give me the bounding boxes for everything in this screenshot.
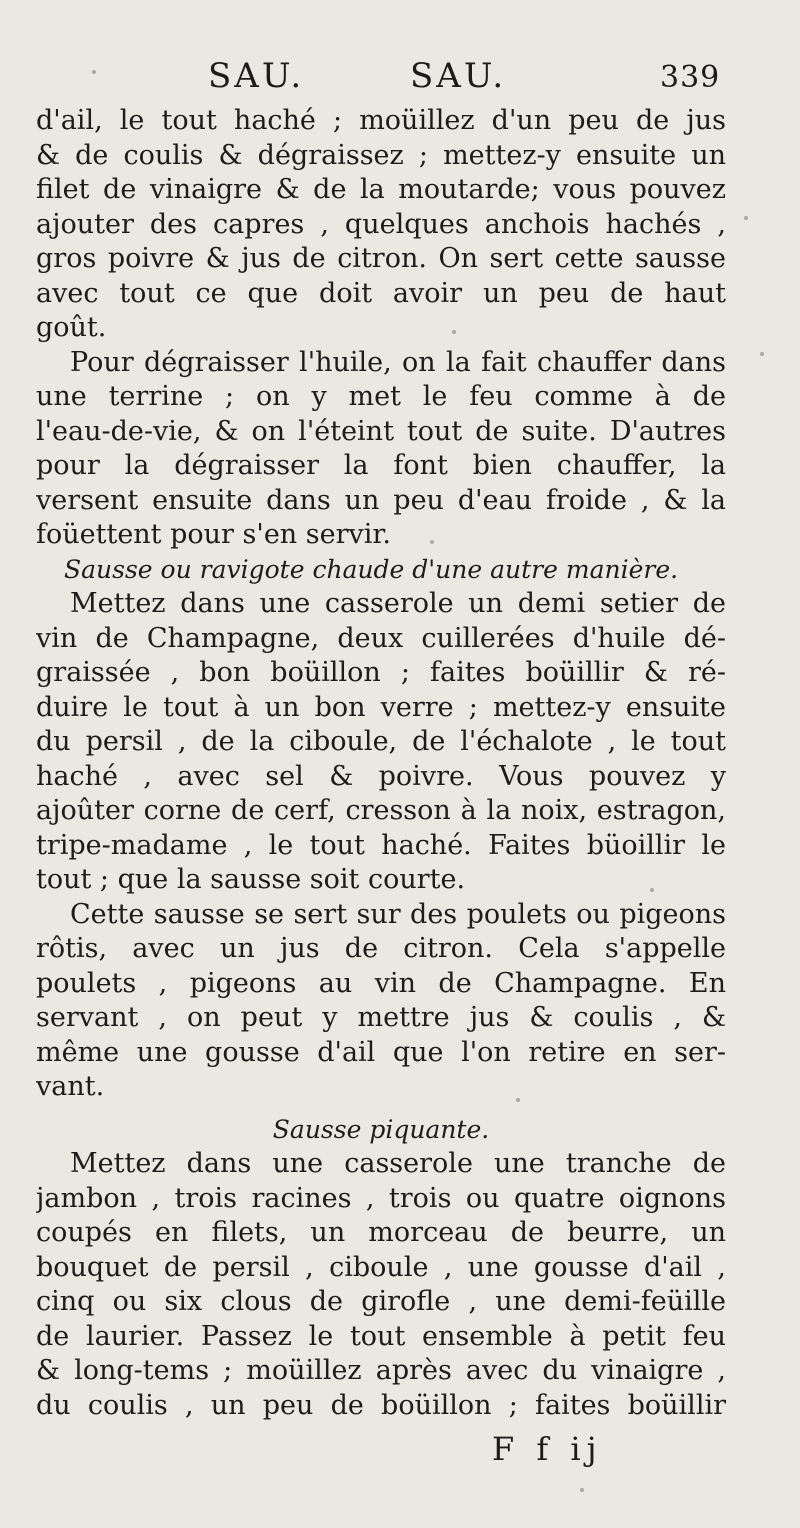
text-line: du persil , de la ciboule, de l'échalote , le tout [36,726,726,757]
text-line: coupés en filets, un morceau de beurre, un [36,1217,726,1248]
speck [744,216,748,220]
text-line: vin de Champagne, deux cuillerées d'huile dé- [36,622,726,654]
speck [430,540,434,544]
text-line: du coulis , un peu de boüillon ; faites boüillir [36,1389,726,1421]
text-line: jambon , trois racines , trois ou quatre oignons [36,1182,726,1214]
text-line: gros poivre & jus de citron. On sert cette sausse [36,243,726,274]
text-line: même une gousse d'ail que l'on retire en ser- [36,1036,726,1068]
speck [452,330,456,334]
text-line: Mettez dans une casserole un demi setier de [70,588,726,619]
text-line: versent ensuite dans un peu d'eau froide , & la [36,484,726,516]
text-line: goût. [36,312,107,343]
text-line: de laurier. Passez le tout ensemble à petit feu [36,1320,726,1352]
text-line: graissée , bon boüillon ; faites boüillir & ré- [36,657,726,688]
text-line: & long-tems ; moüillez après avec du vinaigre , [36,1355,726,1386]
text-line: une terrine ; on y met le feu comme à de [36,381,726,412]
text-line: servant , on peut y mettre jus & coulis , & [36,1002,726,1033]
text-line: l'eau-de-vie, & on l'éteint tout de suite. D'autres [36,415,726,447]
text-line: d'ail, le tout haché ; moüillez d'un peu de jus [36,105,726,136]
text-line: vant. [36,1071,105,1102]
body-text [36,104,726,1423]
text-line: ajoûter corne de cerf, cresson à la noix, estragon, [36,795,726,826]
text-line: pour la dégraisser la font bien chauffer, la [36,450,726,481]
section-heading: Sausse ou ravigote chaude d'une autre manière. [64,554,679,584]
text-line: tripe-madame , le tout haché. Faites büoillir le [36,829,726,861]
text-line: avec tout ce que doit avoir un peu de haut [36,277,726,309]
text-line: poulets , pigeons au vin de Champagne. En [36,967,726,999]
header-right-word: SAU. [410,56,507,96]
text-line: rôtis, avec un jus de citron. Cela s'appelle [36,933,726,964]
speck [650,888,654,892]
text-line: haché , avec sel & poivre. Vous pouvez y [36,760,726,792]
text-line: Cette sausse se sert sur des poulets ou pigeons [70,898,726,930]
text-line: duire le tout à un bon verre ; mettez-y ensuite [36,691,726,723]
text-line: Mettez dans une casserole une tranche de [70,1148,726,1179]
text-line: Pour dégraisser l'huile, on la fait chauffer dans [70,346,726,378]
text-line: foüettent pour s'en servir. [36,519,391,550]
text-line: bouquet de persil , ciboule , une gousse d'ail , [36,1251,726,1283]
section-heading: Sausse piquante. [272,1114,490,1144]
text-line: & de coulis & dégraissez ; mettez-y ensuite un [36,139,726,171]
speck [580,1488,584,1492]
running-header [0,56,800,106]
text-line: filet de vinaigre & de la moutarde; vous pouvez [36,174,726,205]
signature-mark: F f ij [492,1430,603,1468]
speck [92,70,96,74]
text-line: ajouter des capres , quelques anchois hachés , [36,208,726,240]
header-left-word: SAU. [208,56,305,96]
text-line: tout ; que la sausse soit courte. [36,864,466,895]
speck [516,1098,520,1102]
text-line: cinq ou six clous de girofle , une demi-feüille [36,1286,726,1317]
page-number: 339 [660,60,721,95]
speck [760,352,764,356]
